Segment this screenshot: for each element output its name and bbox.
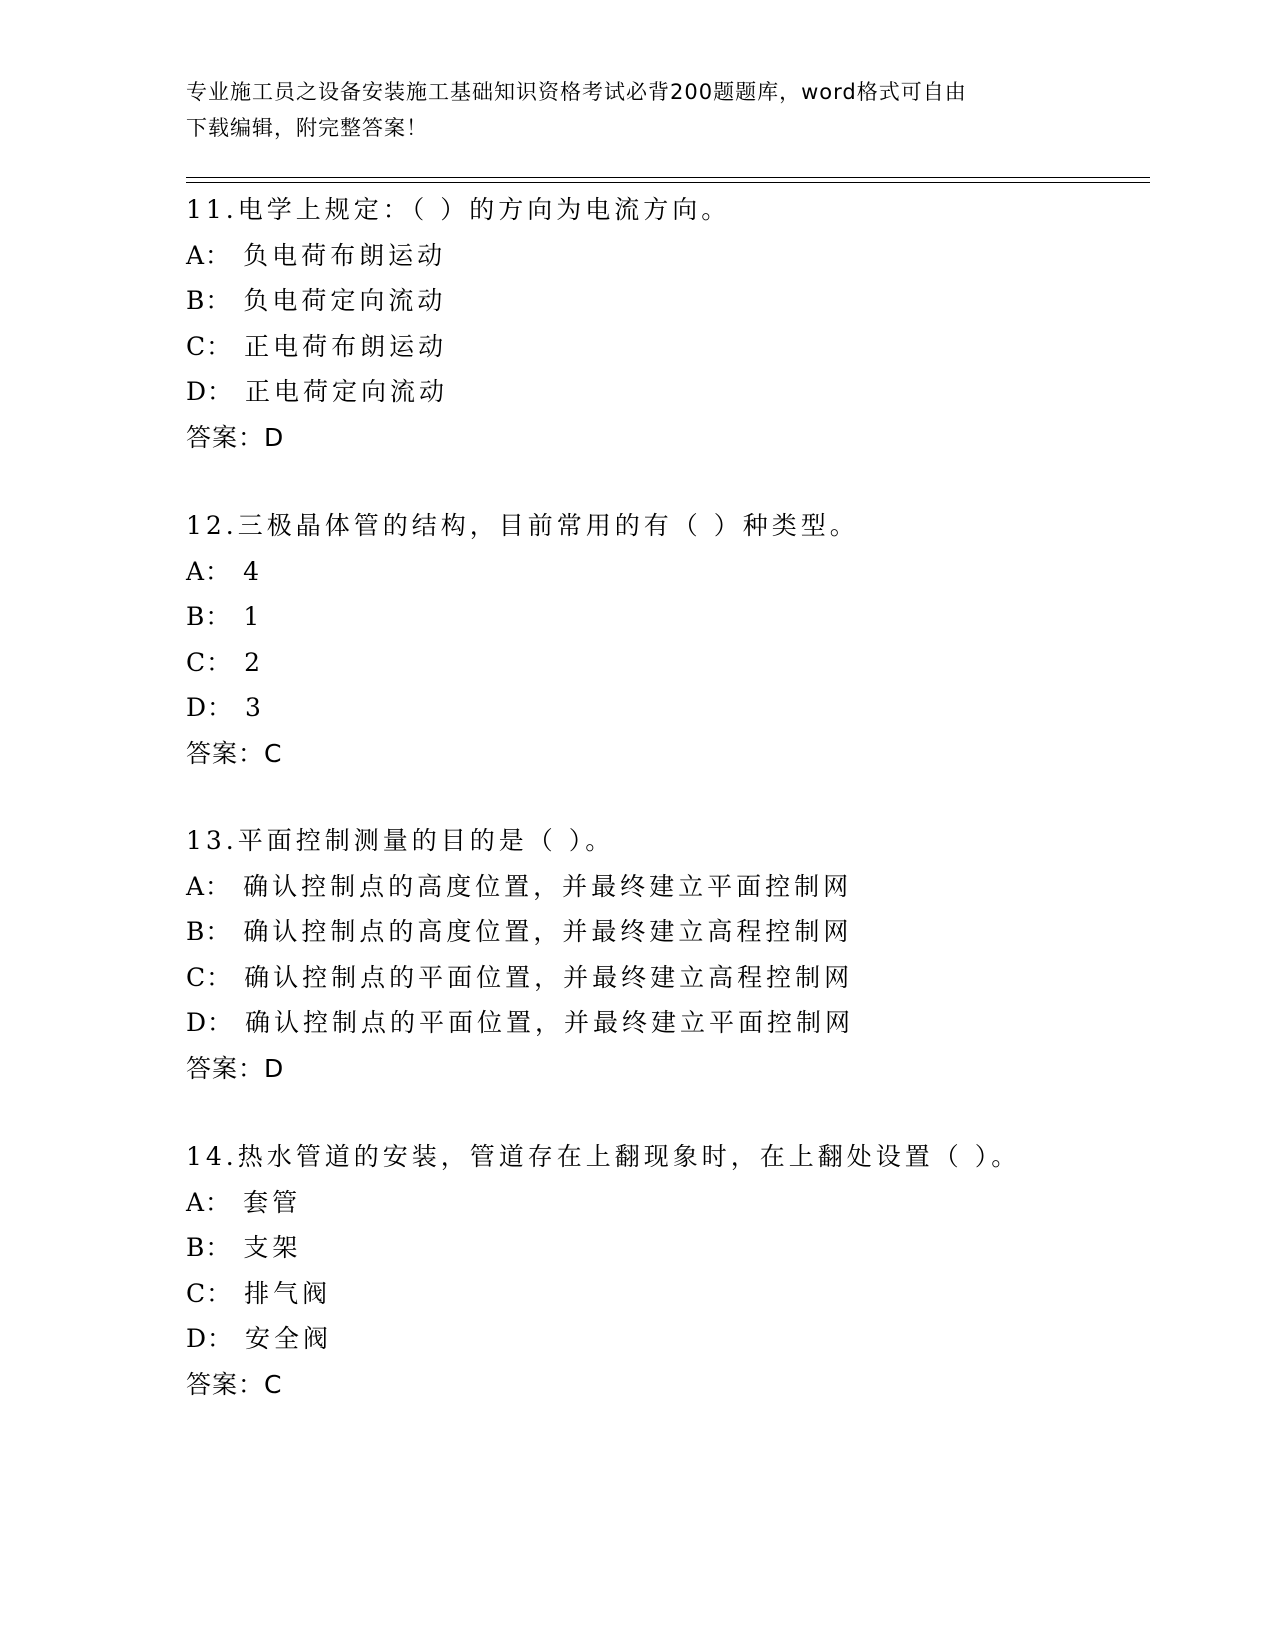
option-letter: D：	[186, 377, 234, 406]
option-letter: B：	[186, 917, 232, 946]
option-b	[186, 909, 1146, 955]
option-letter: B：	[186, 602, 232, 631]
header-divider-bottom	[186, 182, 1150, 183]
option-letter: D：	[186, 1008, 234, 1037]
option-b	[186, 594, 1146, 640]
question-title: 11.电学上规定：（ ）的方向为电流方向。	[186, 195, 731, 224]
option-text: 负电荷定向流动	[243, 286, 447, 315]
option-text: 正电荷布朗运动	[244, 331, 448, 361]
question-title: 12.三极晶体管的结构，目前常用的有（ ）种类型。	[186, 511, 859, 540]
option-text: 2	[244, 647, 265, 677]
option-letter: D：	[186, 1324, 234, 1353]
option-a	[186, 864, 1146, 910]
option-letter: B：	[186, 1233, 232, 1262]
option-c	[186, 1271, 1146, 1317]
option-letter: C：	[186, 1278, 233, 1308]
option-text: 套管	[243, 1187, 302, 1217]
option-letter: C：	[186, 962, 233, 992]
option-text: 确认控制点的高度位置，并最终建立高程控制网	[243, 917, 853, 946]
option-text: 负电荷布朗运动	[243, 240, 447, 270]
option-a	[186, 1180, 1146, 1226]
option-d	[186, 685, 1146, 731]
option-text: 正电荷定向流动	[245, 377, 449, 406]
option-d	[186, 369, 1146, 415]
question-block	[186, 1134, 1146, 1407]
option-text: 支架	[243, 1233, 302, 1262]
option-d	[186, 1316, 1146, 1362]
option-letter: C：	[186, 331, 233, 361]
option-letter: A：	[186, 240, 232, 270]
question-block	[186, 187, 1146, 460]
option-a	[186, 549, 1146, 595]
question-title: 13.平面控制测量的目的是（ ）。	[186, 826, 615, 855]
question-block	[186, 818, 1146, 1091]
option-text: 4	[243, 556, 263, 586]
option-text: 确认控制点的平面位置，并最终建立平面控制网	[245, 1008, 855, 1037]
option-b	[186, 1225, 1146, 1271]
option-letter: D：	[186, 693, 234, 722]
option-c	[186, 640, 1146, 686]
header-line-2: 下载编辑，附完整答案！	[186, 116, 428, 140]
option-text: 确认控制点的高度位置，并最终建立平面控制网	[243, 871, 853, 901]
document-header	[186, 74, 1066, 146]
option-letter: A：	[186, 1187, 232, 1217]
question-title: 14.热水管道的安装，管道存在上翻现象时，在上翻处设置（ ）。	[186, 1142, 1021, 1171]
option-d	[186, 1000, 1146, 1046]
option-c	[186, 324, 1146, 370]
option-text: 安全阀	[245, 1324, 333, 1353]
option-text: 确认控制点的平面位置，并最终建立高程控制网	[244, 962, 854, 992]
header-line-1: 专业施工员之设备安装施工基础知识资格考试必背200题题库，word格式可自由	[186, 80, 967, 104]
answer-line: 答案：D	[186, 1053, 285, 1083]
answer-line: 答案：C	[186, 1369, 283, 1399]
option-b	[186, 278, 1146, 324]
option-text: 排气阀	[244, 1278, 332, 1308]
question-block	[186, 503, 1146, 776]
option-text: 1	[243, 602, 264, 631]
answer-line: 答案：C	[186, 738, 283, 768]
option-text: 3	[245, 693, 265, 722]
option-letter: A：	[186, 556, 232, 586]
option-a	[186, 233, 1146, 279]
option-letter: A：	[186, 871, 232, 901]
option-letter: C：	[186, 647, 233, 677]
option-c	[186, 955, 1146, 1001]
header-divider-top	[186, 177, 1150, 178]
answer-line: 答案：D	[186, 422, 285, 452]
option-letter: B：	[186, 286, 232, 315]
